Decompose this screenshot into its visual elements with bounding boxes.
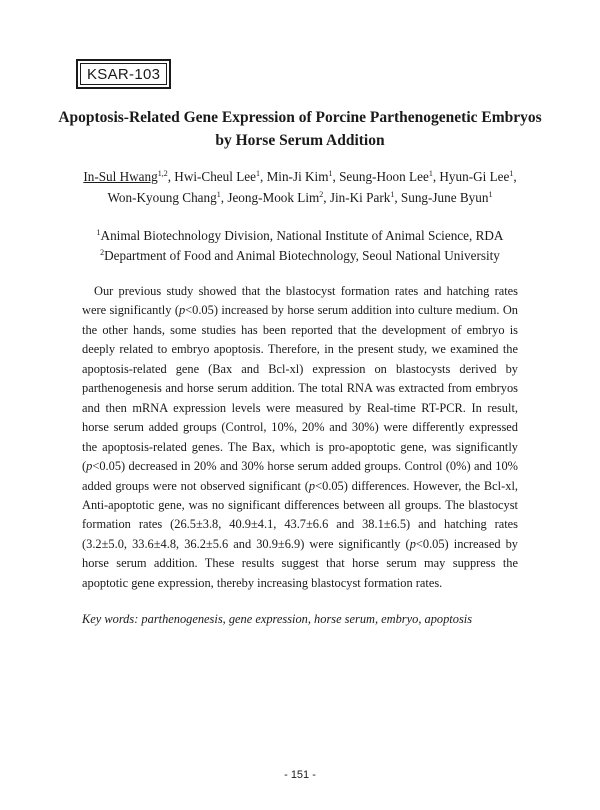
- author-name: Sung-June Byun: [400, 190, 489, 205]
- author-name: Hyun-Gi Lee: [439, 169, 510, 184]
- author-line-1: In-Sul Hwang$^{1,2}$, Hwi-Cheul Lee$^1$, Min-Ji Kim$^1$, Seung-Hoon Lee$^1$, Hyun-Gi Lee$^1$,: [83, 169, 517, 184]
- abstract-text: <0.05) decreased in 20% and 30% horse serum added groups. Control (0%) and 10% added groups were not observed significant (: [82, 459, 518, 493]
- author-name: Jeong-Mook Lim: [227, 190, 320, 205]
- author-name: Seung-Hoon Lee: [339, 169, 429, 184]
- p-value-symbol: p: [409, 536, 416, 551]
- p-value-symbol: p: [178, 303, 186, 318]
- author-affil-sup: 1: [488, 190, 493, 199]
- session-badge-label: KSAR-103: [80, 63, 167, 85]
- author-name: Jin-Ki Park: [329, 190, 391, 205]
- abstract-text: <0.05) increased by horse serum addition. These results suggest that horse serum may suppress the apoptotic gene expression, thereby increasing blastocyst formation rates.: [82, 536, 519, 590]
- author-affil-sup: 2: [319, 190, 324, 199]
- title-line-2: by Horse Serum Addition: [215, 132, 385, 149]
- author-name: Min-Ji Kim: [266, 169, 329, 184]
- abstract-text: Our previous study showed that the blastocyst formation rates and hatching rates were significantly (: [82, 284, 518, 318]
- author-affil-sup: 1: [428, 169, 433, 178]
- affiliation-text: Department of Food and Animal Biotechnology, Seoul National University: [104, 248, 500, 263]
- affiliation-1: [40, 226, 560, 246]
- author-affil-sup: 1: [216, 190, 221, 199]
- title-line-1: Apoptosis-Related Gene Expression of Porcine Parthenogenetic Embryos: [58, 109, 542, 126]
- session-badge: [76, 59, 171, 89]
- author-name: In-Sul Hwang: [83, 169, 158, 184]
- author-affil-sup: 1: [255, 169, 260, 178]
- author-affil-sup: 1: [390, 190, 395, 199]
- author-affil-sup: 1: [509, 169, 514, 178]
- affiliation-2: [40, 246, 560, 266]
- paper-title: [40, 106, 560, 152]
- page-number: - 151 -: [284, 769, 316, 781]
- abstract-text: <0.05) increased by horse serum addition into culture medium. On the other hands, some studies has been reported that the development of embryo is deeply related to embryo apoptosis. Therefore, in the present study, we examined the apoptosis-related gene (Bax and Bcl-xl) expression on blastocysts derived by parthenogenesis and horse serum addition. The total RNA was extracted from embryos and then mRNA expression levels were measured by Real-time RT-PCR. In result, horse serum added groups (Control, 10%, 20% and 30%) were differently expressed the apoptosis-related genes. The Bax, which is pro-apoptotic gene, was significantly (: [82, 303, 518, 474]
- affiliations: [40, 226, 560, 266]
- p-value-symbol: p: [86, 459, 93, 474]
- author-list: [40, 166, 560, 208]
- p-value-symbol: p: [308, 478, 316, 493]
- author-line-2: Won-Kyoung Chang$^1$, Jeong-Mook Lim$^2$, Jin-Ki Park$^1$, Sung-June Byun$^1$: [107, 190, 493, 205]
- abstract-text: <0.05) differences. However, the Bcl-xl, Anti-apoptotic gene, was no significant differences between all groups. The blastocyst formation rates (26.5±3.8, 40.9±4.1, 43.7±6.6 and 38.1±6.5) and hatching rates (3.2±5.0, 33.6±4.8, 36.2±5.6 and 30.9±6.9) were significantly (: [82, 478, 518, 551]
- key-words: Key words: parthenogenesis, gene expression, horse serum, embryo, apoptosis: [82, 612, 473, 626]
- author-name: Won-Kyoung Chang: [107, 190, 217, 205]
- affiliation-sup: 1: [96, 228, 101, 237]
- author-affil-sup: 1: [328, 169, 333, 178]
- affiliation-text: Animal Biotechnology Division, National Institute of Animal Science, RDA: [100, 228, 504, 243]
- abstract-body: [82, 282, 518, 593]
- author-name: Hwi-Cheul Lee: [174, 169, 256, 184]
- author-affil-sup: 1,2: [157, 169, 168, 178]
- affiliation-sup: 2: [100, 248, 105, 257]
